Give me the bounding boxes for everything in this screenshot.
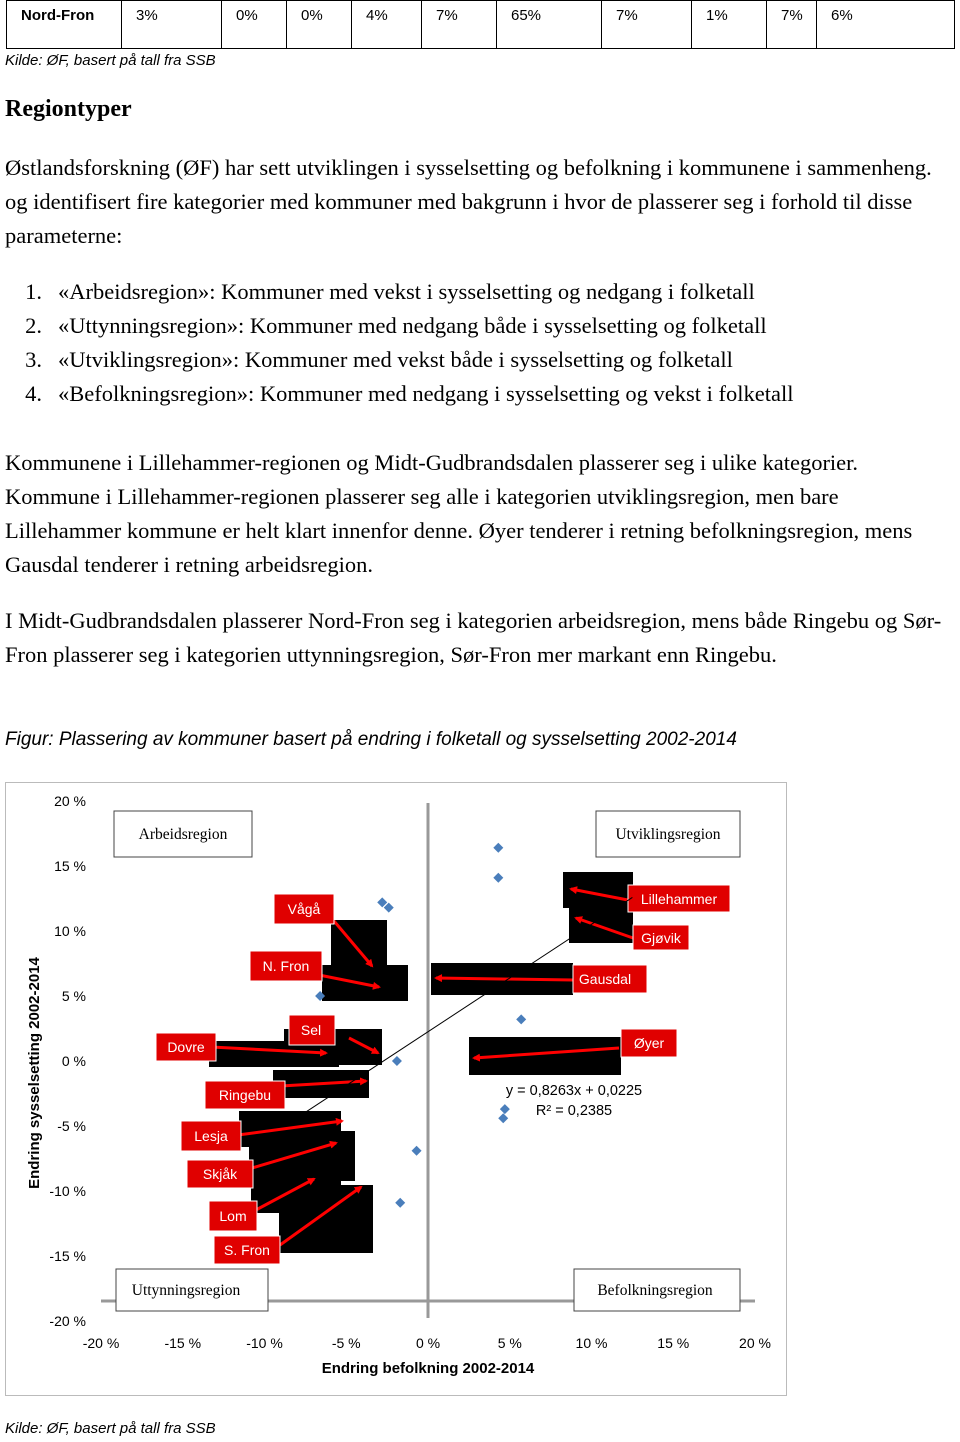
table-row-label: Nord-Fron xyxy=(7,1,122,49)
label-gausdal: Gausdal xyxy=(578,971,632,987)
table-cell: 65% xyxy=(497,1,602,49)
list-item xyxy=(5,309,794,343)
body-paragraph: Kommunene i Lillehammer-regionen og Midt-Gudbrandsdalen plasserer seg i ulike kategorier. Kommune i Lillehammer-regionen plasserer seg alle i kategorien utviklingsregion, men bare Lillehammer kommune er helt klart innenfor denne. Øyer tenderer i retning befolkningsregion, mens Gausdal tenderer i retning arbeidsregion. xyxy=(5,450,913,577)
table-row xyxy=(7,1,955,49)
table-cell: 0% xyxy=(287,1,352,49)
municipality-labels xyxy=(156,885,730,1264)
redaction-block xyxy=(279,1185,373,1253)
trendline-equation: y = 0,8263x + 0,0225 xyxy=(505,1083,643,1099)
section-heading: Regiontyper xyxy=(5,96,132,122)
y-tick-label: 20 % xyxy=(54,793,86,809)
y-axis-title: Endring sysselsetting 2002-2014 xyxy=(26,957,43,1189)
data-point xyxy=(412,1146,422,1156)
label-ringebu: Ringebu xyxy=(218,1087,272,1103)
table-cell: 0% xyxy=(222,1,287,49)
label-skjak: Skjåk xyxy=(202,1166,238,1182)
data-point xyxy=(516,1014,526,1024)
y-tick-label: -5 % xyxy=(57,1118,86,1134)
data-point xyxy=(498,1113,508,1123)
region-label-arbeidsregion: Arbeidsregion xyxy=(138,826,228,843)
y-tick-label: -15 % xyxy=(49,1248,86,1264)
intro-paragraph: Østlandsforskning (ØF) har sett utviklingen i sysselsetting og befolkning i kommunene i sammenheng. og identifisert fire kategorier med kommuner med bakgrunn i hvor de plasserer seg i forhold til disse parameterne: xyxy=(5,155,932,248)
list-item xyxy=(5,343,794,377)
list-number: 3. xyxy=(25,347,42,372)
region-label-befolkningsregion: Befolkningsregion xyxy=(597,1282,713,1299)
data-point xyxy=(395,1198,405,1208)
label-sel: Sel xyxy=(300,1022,322,1038)
x-tick-label: 20 % xyxy=(739,1335,771,1351)
label-gjovik: Gjøvik xyxy=(641,930,681,946)
y-tick-label: 10 % xyxy=(54,923,86,939)
label-lom: Lom xyxy=(219,1208,247,1224)
list-text: «Utviklingsregion»: Kommuner med vekst både i sysselsetting og folketall xyxy=(58,347,733,372)
data-point xyxy=(392,1056,402,1066)
axis-ticks xyxy=(49,793,771,1351)
list-number: 1. xyxy=(25,279,42,304)
list-text: «Arbeidsregion»: Kommuner med vekst i sysselsetting og nedgang i folketall xyxy=(58,279,755,304)
label-nfron: N. Fron xyxy=(262,958,310,974)
data-point xyxy=(493,873,503,883)
table-cell: 3% xyxy=(122,1,222,49)
figure-caption: Figur: Plassering av kommuner basert på endring i folketall og sysselsetting 2002-2014 xyxy=(5,729,737,750)
label-oyer: Øyer xyxy=(633,1035,665,1051)
redaction-block xyxy=(569,903,633,943)
table-cell: 1% xyxy=(692,1,767,49)
trendline-r2: R² = 0,2385 xyxy=(535,1103,613,1119)
list-item xyxy=(5,275,794,309)
data-table xyxy=(6,0,955,49)
x-tick-label: -10 % xyxy=(246,1335,283,1351)
table-cell: 7% xyxy=(602,1,692,49)
x-tick-label: 15 % xyxy=(657,1335,690,1351)
x-tick-label: 0 % xyxy=(415,1335,441,1351)
label-sfron: S. Fron xyxy=(224,1242,270,1258)
table-cell: 7% xyxy=(422,1,497,49)
redaction-block xyxy=(249,1131,355,1181)
region-label-utviklingsregion: Utviklingsregion xyxy=(615,826,721,843)
source-note: Kilde: ØF, basert på tall fra SSB xyxy=(5,1420,216,1437)
label-dovre: Dovre xyxy=(167,1039,205,1055)
source-note: Kilde: ØF, basert på tall fra SSB xyxy=(5,52,216,69)
y-tick-label: 5 % xyxy=(61,988,86,1004)
x-tick-label: -5 % xyxy=(331,1335,361,1351)
x-tick-label: 5 % xyxy=(497,1335,522,1351)
x-tick-label: -20 % xyxy=(82,1335,120,1351)
arrow xyxy=(436,978,573,980)
data-point xyxy=(493,843,503,853)
region-label-uttynningsregion: Uttynningsregion xyxy=(131,1282,241,1299)
chart-frame xyxy=(5,782,787,1396)
redaction-blocks xyxy=(209,872,633,1253)
body-paragraph: I Midt-Gudbrandsdalen plasserer Nord-Fron seg i kategorien arbeidsregion, mens både Ringebu og Sør-Fron plasserer seg i kategorien uttynningsregion, Sør-Fron mer markant enn Ringebu. xyxy=(5,608,942,667)
list-number: 4. xyxy=(25,381,42,406)
list-number: 2. xyxy=(25,313,42,338)
data-point xyxy=(500,1104,510,1114)
label-lesja: Lesja xyxy=(194,1128,228,1144)
region-type-list xyxy=(5,275,794,411)
list-item xyxy=(5,377,794,411)
y-tick-label: -20 % xyxy=(49,1313,86,1329)
label-vaga: Vågå xyxy=(287,901,321,917)
table-cell: 7% xyxy=(767,1,817,49)
y-tick-label: 15 % xyxy=(54,858,86,874)
list-text: «Uttynningsregion»: Kommuner med nedgang både i sysselsetting og folketall xyxy=(58,313,767,338)
list-text: «Befolkningsregion»: Kommuner med nedgang i sysselsetting og vekst i folketall xyxy=(58,381,794,406)
scatter-chart xyxy=(6,783,786,1395)
table-cell: 6% xyxy=(817,1,955,49)
x-tick-label: 10 % xyxy=(575,1335,608,1351)
y-tick-label: 0 % xyxy=(61,1053,86,1069)
table-cell: 4% xyxy=(352,1,422,49)
x-axis-title: Endring befolkning 2002-2014 xyxy=(321,1360,535,1377)
y-tick-label: -10 % xyxy=(49,1183,86,1199)
x-tick-label: -15 % xyxy=(164,1335,202,1351)
label-lillehammer: Lillehammer xyxy=(640,891,718,907)
